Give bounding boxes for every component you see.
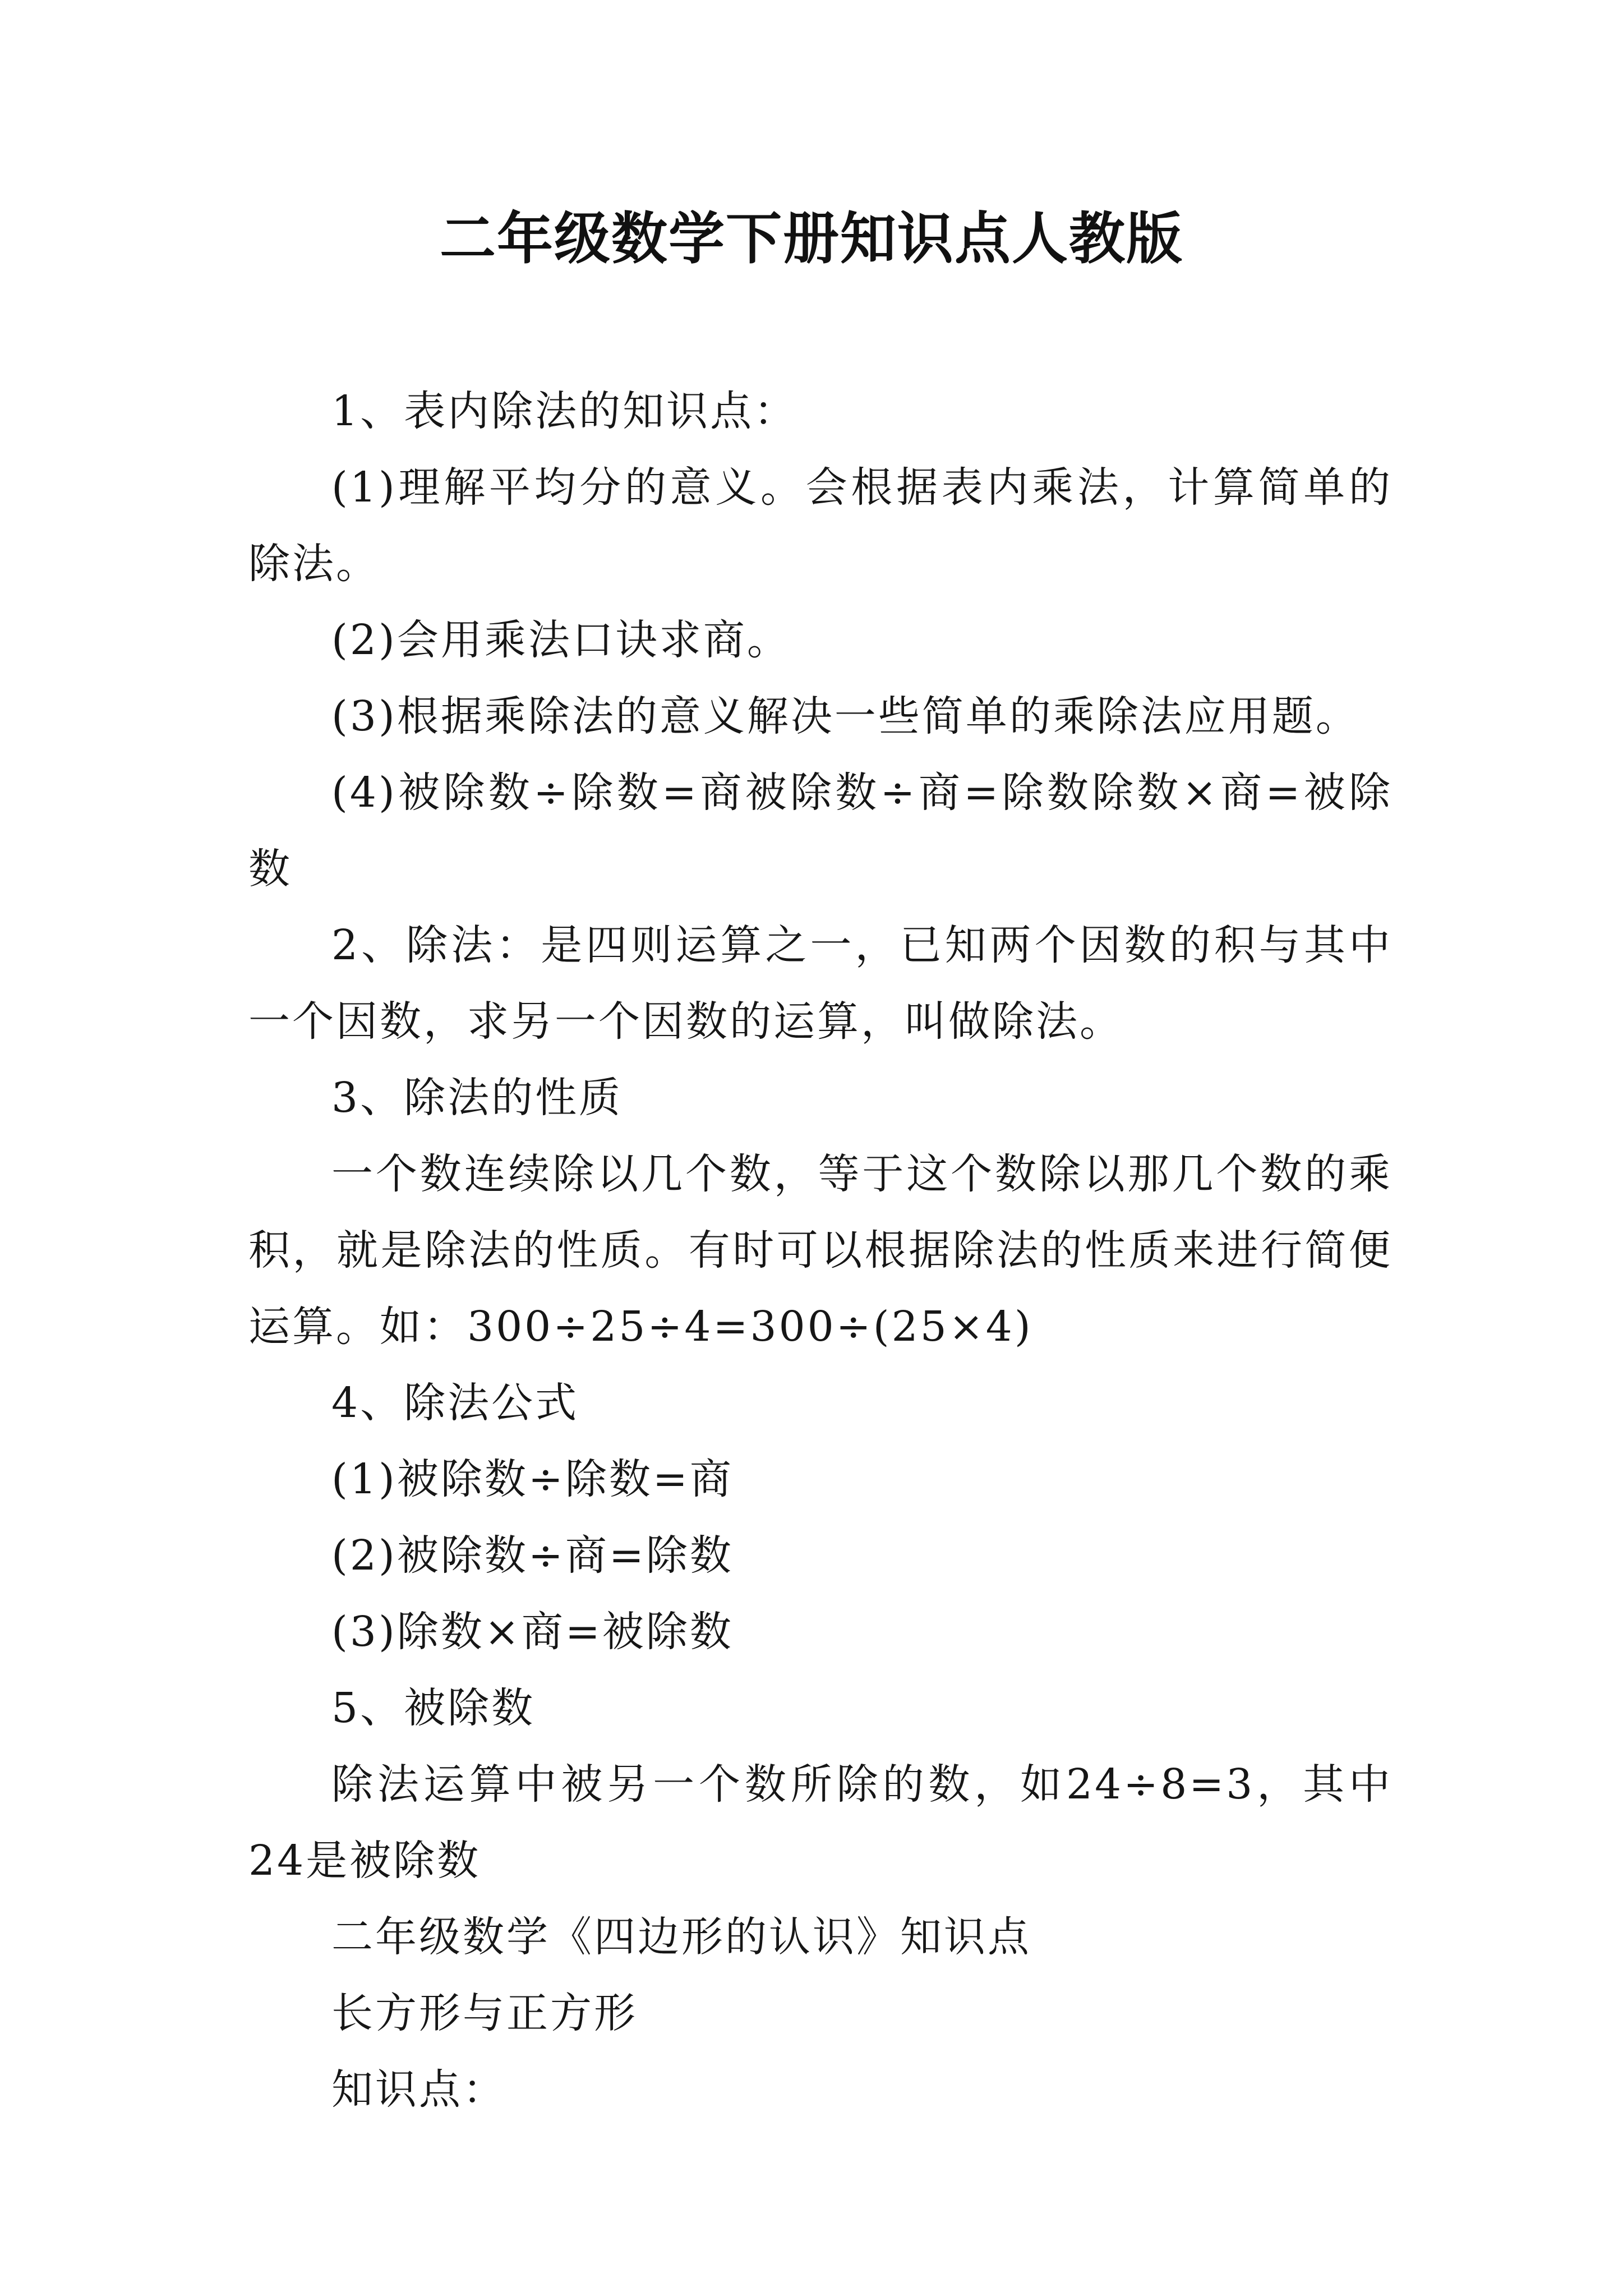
paragraph-formula-1: (1)被除数÷除数=商 (331, 1455, 734, 1503)
paragraph-rectangle-square: 长方形与正方形 (331, 1989, 638, 2037)
paragraph-point-4: (4)被除数÷除数=商被除数÷商=除数除数×商=被除数 (248, 769, 1393, 893)
paragraph-division-property-heading: 3、除法的性质 (331, 1074, 623, 1122)
paragraph-point-3: (3)根据乘除法的意义解决一些简单的乘除法应用题。 (331, 692, 1359, 740)
paragraph-formula-3: (3)除数×商=被除数 (331, 1608, 734, 1656)
paragraph-dividend-definition: 除法运算中被另一个数所除的数，如24÷8=3，其中24是被除数 (248, 1760, 1393, 1885)
paragraph-dividend-heading: 5、被除数 (331, 1684, 536, 1732)
paragraph-division-formula-heading: 4、除法公式 (331, 1379, 579, 1427)
paragraph-knowledge-points: 知识点： (331, 2065, 506, 2114)
document-body (248, 373, 1393, 2128)
document-title: 二年级数学下册知识点人教版 (440, 205, 1183, 272)
paragraph-formula-2: (2)被除数÷商=除数 (331, 1531, 734, 1580)
paragraph-quadrilateral-heading: 二年级数学《四边形的认识》知识点 (331, 1913, 1031, 1961)
paragraph-division-definition: 2、除法：是四则运算之一，已知两个因数的积与其中一个因数，求另一个因数的运算，叫做除法。 (248, 921, 1393, 1046)
paragraph-point-2: (2)会用乘法口诀求商。 (331, 616, 791, 664)
paragraph-division-knowledge-heading: 1、表内除法的知识点： (331, 387, 798, 435)
paragraph-point-1: (1)理解平均分的意义。会根据表内乘法，计算简单的除法。 (248, 463, 1393, 588)
paragraph-division-property: 一个数连续除以几个数，等于这个数除以那几个数的乘积，就是除法的性质。有时可以根据除法的性质来进行简便运算。如：300÷25÷4=300÷(25×4) (248, 1150, 1393, 1351)
